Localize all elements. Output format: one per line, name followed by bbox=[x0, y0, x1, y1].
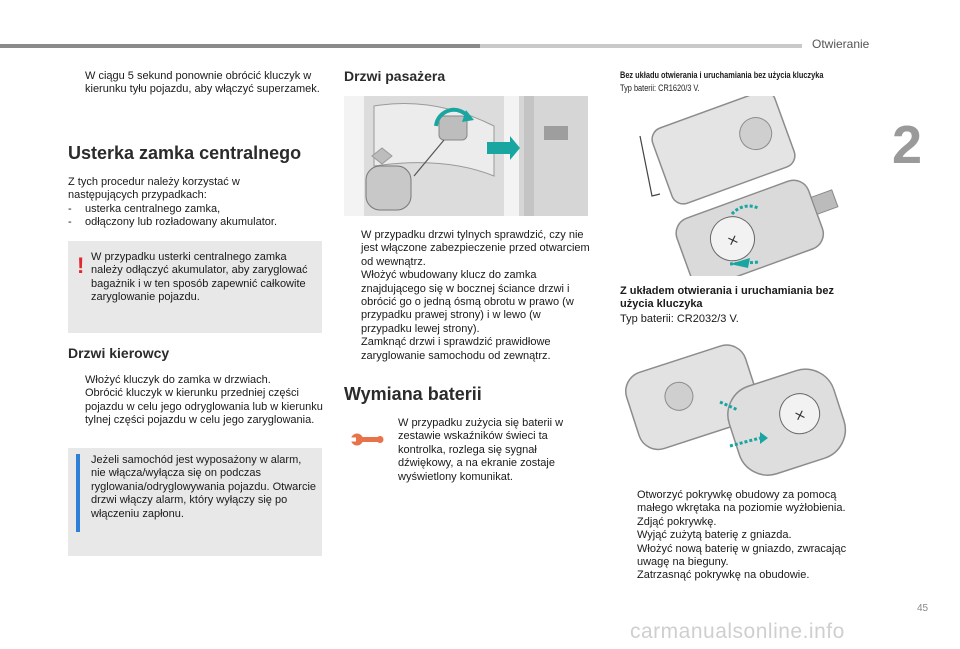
svg-text:×: × bbox=[792, 406, 809, 426]
header-bar-light bbox=[480, 44, 802, 48]
battery-warning-text: W przypadku zużycia się baterii w zestawie wskaźników świeci ta kontrolka, rozlega się sygnał dźwiękowy, a na ekranie zostaje wyświetlony komunikat. bbox=[398, 417, 564, 483]
watermark: carmanualsonline.info bbox=[630, 620, 845, 643]
door-lock-illustration bbox=[344, 96, 588, 216]
lock-cylinder bbox=[439, 116, 467, 140]
list-item: Włożyć wbudowany klucz do zamka znajdującego się w bocznej ściance drzwi i obrócić go o jedną ósmą obrotu w prawo (w przypadku prawej strony) i w lewo (w przypadku lewej strony). bbox=[361, 269, 574, 335]
keyless-battery-type: Typ baterii: CR2032/3 V. bbox=[620, 313, 739, 325]
section-title: Otwieranie bbox=[812, 37, 870, 51]
door-edge-shade bbox=[524, 96, 534, 216]
key-fob bbox=[366, 166, 411, 210]
list-item: Obrócić kluczyk w kierunku przedniej części pojazdu w celu jego odryglowania lub w kierunku tylnej części pojazdu w celu jego zaryglowania. bbox=[85, 387, 323, 427]
key-battery-illustration-1 bbox=[620, 96, 844, 276]
passenger-door-title: Drzwi pasażera bbox=[344, 68, 446, 84]
info-bar-icon bbox=[76, 454, 80, 532]
warning-box bbox=[68, 241, 322, 333]
driver-steps bbox=[68, 374, 326, 428]
svg-text:×: × bbox=[724, 231, 742, 251]
list-item: Włożyć nową baterię w gniazdo, zwracając uwagę na bieguny. bbox=[637, 542, 847, 569]
warning-icon: ! bbox=[77, 253, 85, 278]
list-item: Włożyć kluczyk do zamka w drzwiach. bbox=[85, 374, 271, 386]
no-keyless-title: Bez układu otwierania i uruchamiania bez użycia kluczyka bbox=[620, 70, 824, 80]
no-keyless-battery-type: Typ baterii: CR1620/3 V. bbox=[620, 83, 700, 93]
list-item: Zdjąć pokrywkę. bbox=[637, 515, 717, 528]
key-battery-illustration-2 bbox=[620, 338, 850, 478]
door-latch bbox=[544, 126, 568, 140]
fault-title: Usterka zamka centralnego bbox=[68, 143, 302, 163]
wrench-warning-icon bbox=[350, 430, 384, 448]
list-item: Wyjąć zużytą baterię z gniazda. bbox=[637, 529, 792, 542]
chapter-number: 2 bbox=[892, 115, 923, 175]
list-item: Zatrzasnąć pokrywkę na obudowie. bbox=[637, 569, 810, 582]
list-item: Zamknąć drzwi i sprawdzić prawidłowe zaryglowanie samochodu od zewnątrz. bbox=[361, 336, 551, 362]
battery-steps bbox=[620, 489, 868, 583]
battery-replacement-title: Wymiana baterii bbox=[344, 384, 482, 404]
list-item: - usterka centralnego zamka, bbox=[68, 203, 221, 215]
keyless-title: Z układem otwierania i uruchamiania bez użycia kluczyka bbox=[620, 285, 834, 311]
page-number: 45 bbox=[917, 603, 929, 614]
info-box bbox=[68, 448, 322, 556]
passenger-steps bbox=[344, 229, 592, 363]
intro-bullet-list bbox=[68, 70, 326, 97]
info-text: Jeżeli samochód jest wyposażony w alarm, nie włącza/wyłącza się on podczas ryglowania/odryglowywania pojazdu. Otwarcie drzwi włączy alarm, który wyłączy się po włączeniu zapłonu. bbox=[91, 454, 317, 520]
header-bar-dark bbox=[0, 44, 480, 48]
list-item: - odłączony lub rozładowany akumulator. bbox=[68, 216, 278, 229]
fault-intro: Z tych procedur należy korzystać w następujących przypadkach: bbox=[68, 176, 240, 202]
fault-list bbox=[68, 203, 326, 230]
list-item: W przypadku drzwi tylnych sprawdzić, czy nie jest włączone zabezpieczenie przed otwarciem od wewnątrz. bbox=[361, 229, 590, 268]
list-item: Otworzyć pokrywkę obudowy za pomocą małego wkrętaka na poziomie wyżłobienia. bbox=[637, 489, 846, 515]
warning-text: W przypadku usterki centralnego zamka należy odłączyć akumulator, aby zaryglować bagażnik i w ten sposób zapewnić całkowite zaryglowanie pojazdu. bbox=[91, 251, 308, 304]
driver-door-title: Drzwi kierowcy bbox=[68, 345, 170, 361]
list-item: W ciągu 5 sekund ponownie obrócić kluczyk w kierunku tyłu pojazdu, aby włączyć superzamek. bbox=[85, 70, 320, 96]
